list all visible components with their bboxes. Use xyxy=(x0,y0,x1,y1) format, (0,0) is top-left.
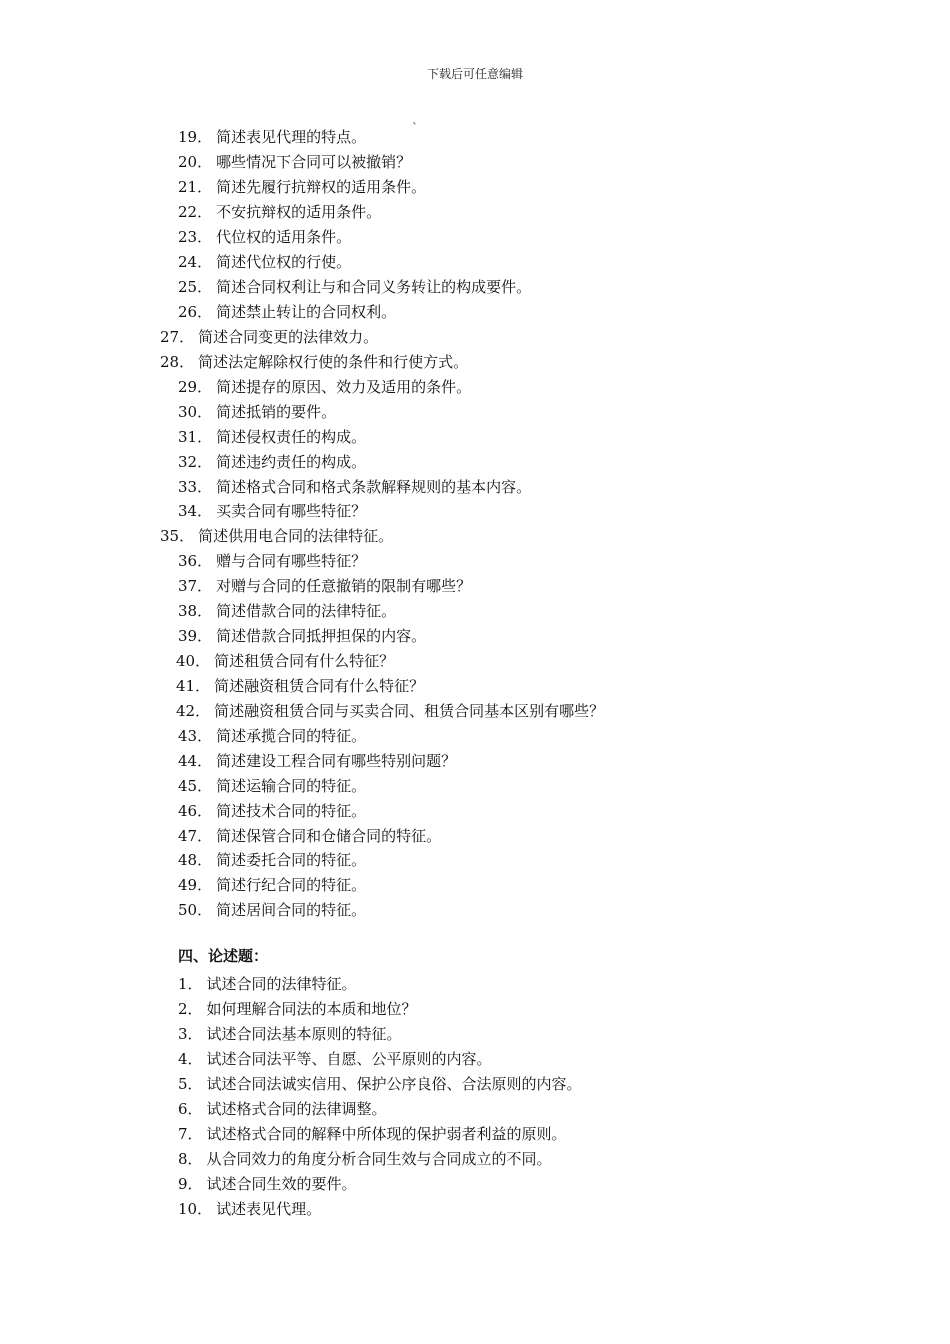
question-item: 35． 简述供用电合同的法律特征。 xyxy=(160,527,394,545)
question-item: 40． 简述租赁合同有什么特征？ xyxy=(176,652,395,670)
essay-item: 6． 试述格式合同的法律调整。 xyxy=(178,1100,387,1118)
question-item: 30． 简述抵销的要件。 xyxy=(178,403,337,421)
question-item: 38． 简述借款合同的法律特征。 xyxy=(178,602,397,620)
question-item: 25． 简述合同权利让与和合同义务转让的构成要件。 xyxy=(178,278,532,296)
question-item: 31． 简述侵权责任的构成。 xyxy=(178,428,367,446)
question-item: 26． 简述禁止转让的合同权利。 xyxy=(178,303,397,321)
question-item: 19． 简述表见代理的特点。 xyxy=(178,128,367,146)
question-item: 21． 简述先履行抗辩权的适用条件。 xyxy=(178,178,427,196)
essay-item: 2． 如何理解合同法的本质和地位？ xyxy=(178,1000,417,1018)
page-header: 下载后可任意编辑 xyxy=(426,67,523,81)
question-item: 47． 简述保管合同和仓储合同的特征。 xyxy=(178,827,442,845)
essay-item: 10． 试述表见代理。 xyxy=(178,1200,322,1218)
question-item: 28． 简述法定解除权行使的条件和行使方式。 xyxy=(160,353,469,371)
question-item: 34． 买卖合同有哪些特征？ xyxy=(178,502,367,520)
essay-item: 1． 试述合同的法律特征。 xyxy=(178,975,357,993)
question-item: 33． 简述格式合同和格式条款解释规则的基本内容。 xyxy=(178,478,532,496)
essay-item: 9． 试述合同生效的要件。 xyxy=(178,1175,357,1193)
question-item: 48． 简述委托合同的特征。 xyxy=(178,851,367,869)
question-item: 43． 简述承揽合同的特征。 xyxy=(178,727,367,745)
essay-item: 5． 试述合同法诚实信用、保护公序良俗、合法原则的内容。 xyxy=(178,1075,582,1093)
question-item: 45． 简述运输合同的特征。 xyxy=(178,777,367,795)
question-item: 50． 简述居间合同的特征。 xyxy=(178,901,367,919)
question-item: 29． 简述提存的原因、效力及适用的条件。 xyxy=(178,378,472,396)
essay-item: 3． 试述合同法基本原则的特征。 xyxy=(178,1025,402,1043)
question-item: 37． 对赠与合同的任意撤销的限制有哪些？ xyxy=(178,577,472,595)
question-item: 46． 简述技术合同的特征。 xyxy=(178,802,367,820)
question-item: 24． 简述代位权的行使。 xyxy=(178,253,352,271)
question-item: 32． 简述违约责任的构成。 xyxy=(178,453,367,471)
essay-item: 7． 试述格式合同的解释中所体现的保护弱者利益的原则。 xyxy=(178,1125,567,1143)
question-item: 20． 哪些情况下合同可以被撤销？ xyxy=(178,153,412,171)
section-heading-essay: 四、论述题： xyxy=(178,947,269,965)
question-item: 22． 不安抗辩权的适用条件。 xyxy=(178,203,382,221)
question-item: 39． 简述借款合同抵押担保的内容。 xyxy=(178,627,427,645)
question-item: 41． 简述融资租赁合同有什么特征？ xyxy=(176,677,425,695)
question-item: 27． 简述合同变更的法律效力。 xyxy=(160,328,379,346)
essay-item: 4． 试述合同法平等、自愿、公平原则的内容。 xyxy=(178,1050,492,1068)
question-item: 42． 简述融资租赁合同与买卖合同、租赁合同基本区别有哪些？ xyxy=(176,702,605,720)
essay-item: 8． 从合同效力的角度分析合同生效与合同成立的不同。 xyxy=(178,1150,552,1168)
question-item: 36． 赠与合同有哪些特征？ xyxy=(178,552,367,570)
question-item: 23． 代位权的适用条件。 xyxy=(178,228,352,246)
question-item: 44． 简述建设工程合同有哪些特别问题？ xyxy=(178,752,457,770)
question-item: 49． 简述行纪合同的特征。 xyxy=(178,876,367,894)
stray-mark: ` xyxy=(412,121,418,135)
